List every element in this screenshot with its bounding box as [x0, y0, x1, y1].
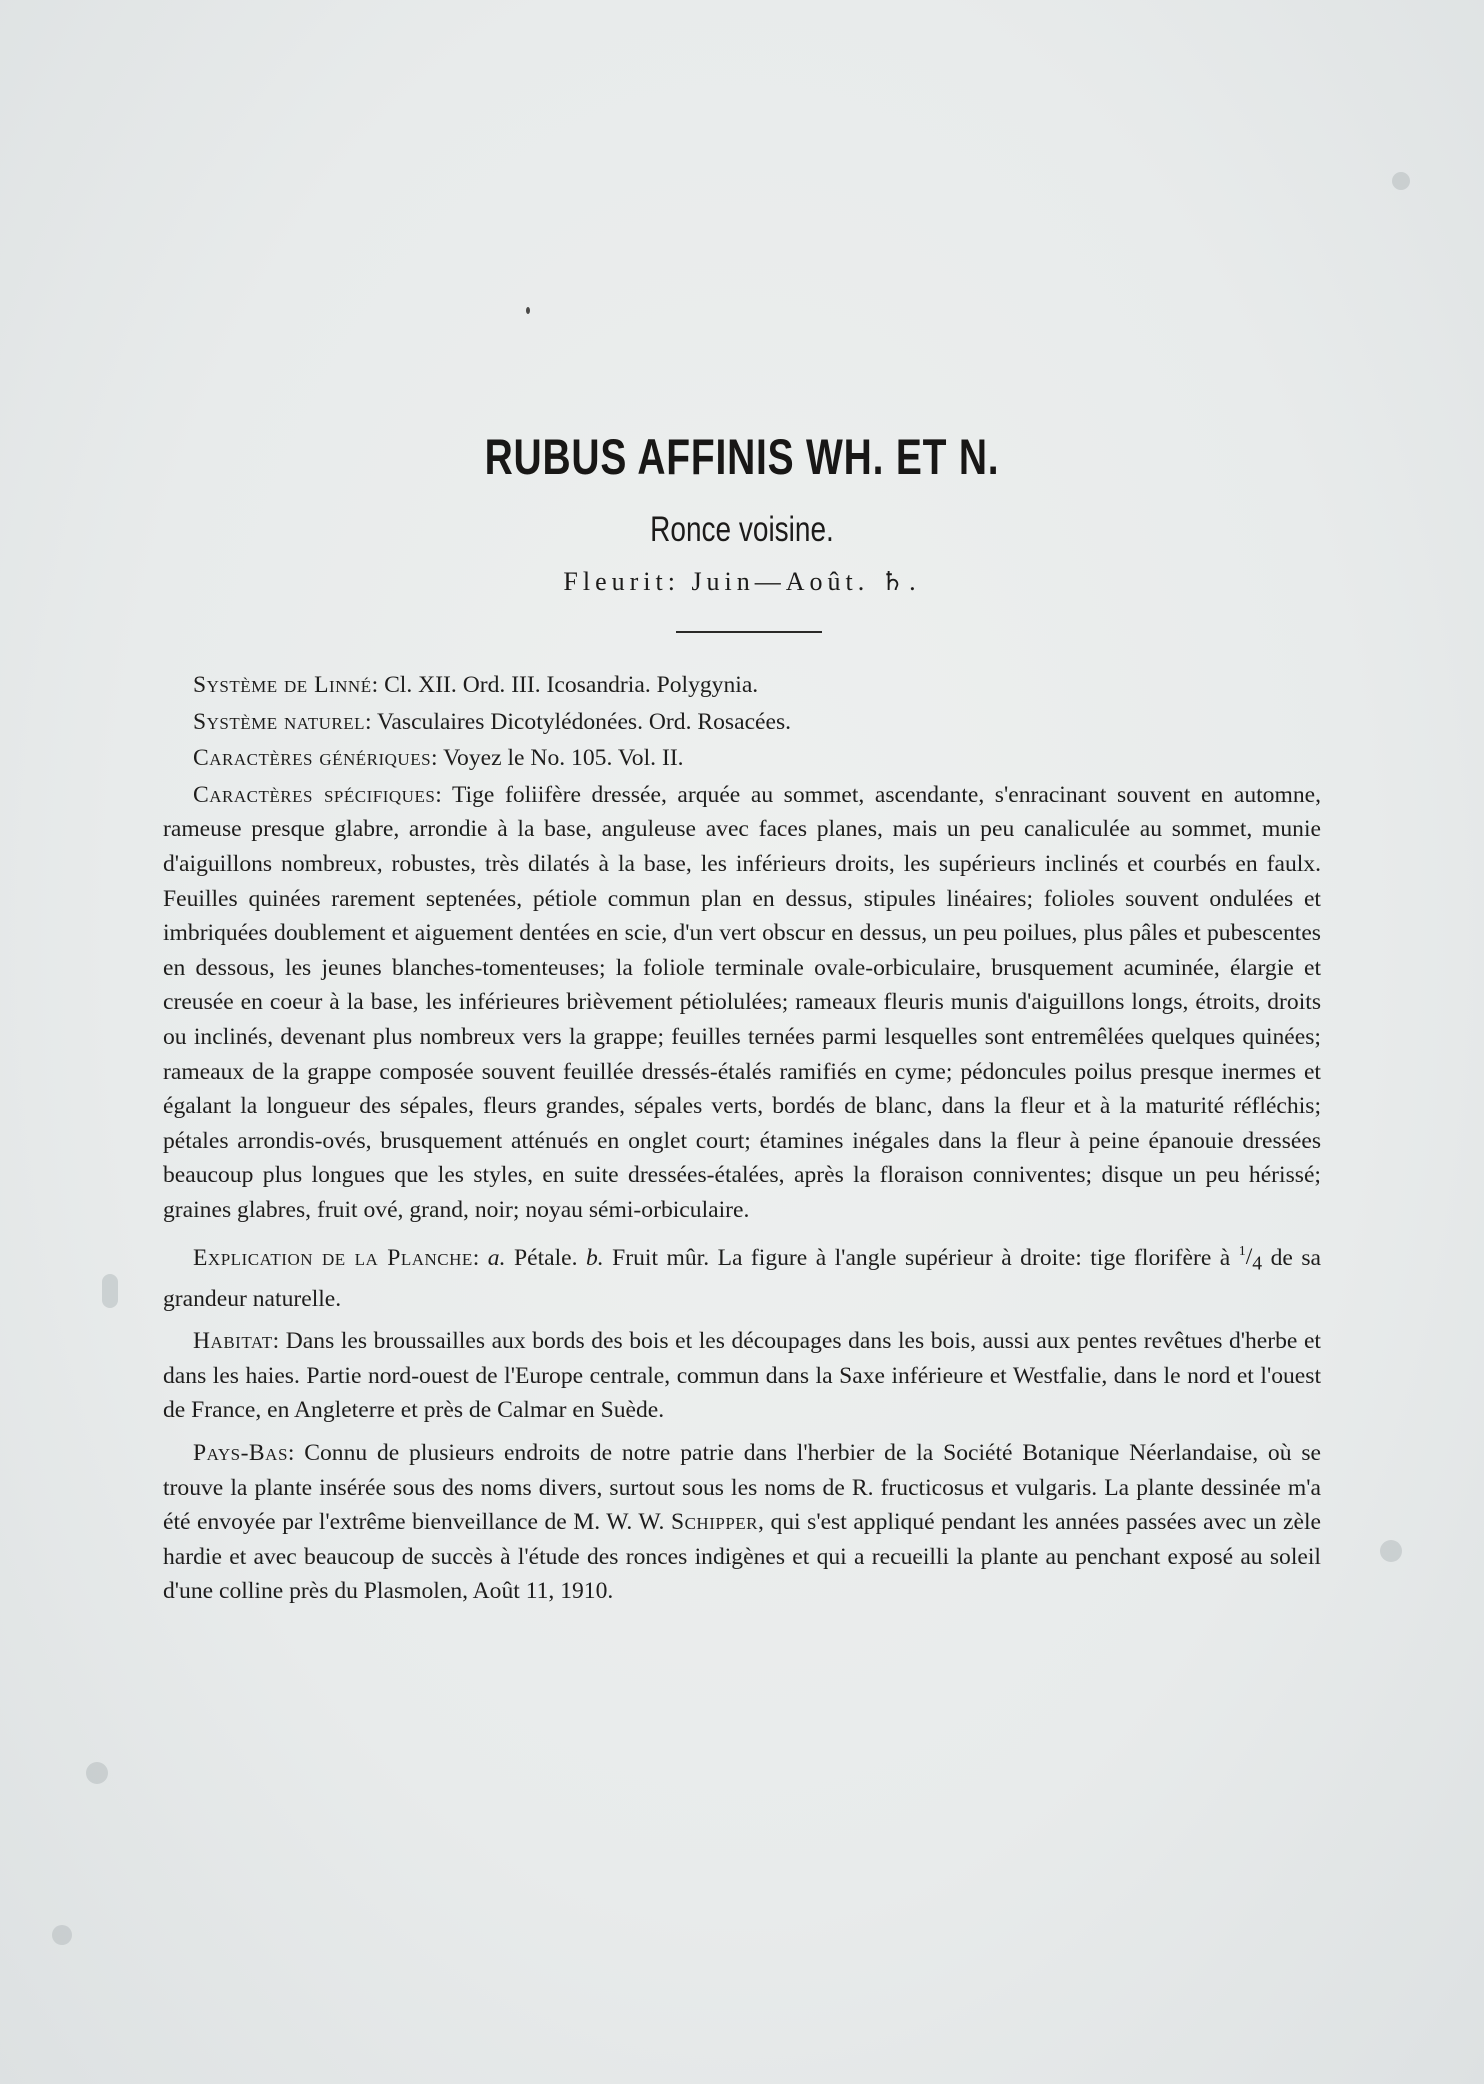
- title-rule: [676, 631, 822, 633]
- description-body: [163, 668, 1321, 1617]
- section-label: Système de Linné: [193, 672, 372, 698]
- section-label: Système naturel: [193, 708, 365, 735]
- scale-fraction: $^1/_4$: [1238, 1244, 1263, 1276]
- section-label: Caractères spécifiques: [193, 781, 436, 808]
- paper-speck: [102, 1274, 118, 1308]
- page-subtitle: Ronce voisine.: [650, 510, 834, 549]
- figure-b-text: Fruit mûr. La figure à l'angle supérieur à droite: tige florifère à: [612, 1244, 1231, 1271]
- section-label: Pays-Bas: [193, 1440, 288, 1467]
- section-text: Connu de plusieurs endroits de notre patrie dans l'herbier de la Société Botanique Néerlandaise, où se trouve la plante insérée sous des noms divers, surtout sous les noms de R. fructicosus et vulgaris. La plante dessinée m'a été envoyée par l'extrême bienveillance de M. W. W.: [163, 1440, 1321, 1536]
- fraction-numerator: 1: [1238, 1244, 1246, 1260]
- figure-letter-a: a.: [487, 1244, 506, 1271]
- netherlands: Pays-Bas: Connu de plusieurs endroits de notre patrie dans l'herbier de la Société Botanique Néerlandaise, où se trouve la plante insérée sous des noms divers, surtout sous les noms de R. fructicosus et vulgaris. La plante dessinée m'a été envoyée par l'extrême bienveillance de M. W. W. Schipper, qui s'est appliqué pendant les années passées avec un zèle hardie et avec beaucoup de succès à l'étude des ronces indigènes et qui a recueilli la plante au penchant exposé au soleil d'une colline près du Plasmolen, Août 11, 1910.: [163, 1440, 1321, 1605]
- figure-a-text: Pétale.: [513, 1244, 578, 1271]
- habitat: Habitat: Dans les broussailles aux bords des bois et les découpages dans les bois, aussi aux pentes revêtues d'herbe et dans les haies. Partie nord-ouest de l'Europe centrale, commun dans la Saxe inférieure et Westfalie, dans le nord et l'ouest de France, en Angleterre et près de Calmar en Suède.: [163, 1328, 1321, 1424]
- section-label: Caractères génériques: [193, 745, 432, 772]
- natural-system: Système naturel: Vasculaires Dicotylédonées. Ord. Rosacées.: [193, 708, 792, 735]
- paper-speck: [1380, 1540, 1402, 1562]
- fraction-denominator: 4: [1252, 1253, 1263, 1276]
- section-text: Voyez le No. 105. Vol. II.: [443, 745, 684, 772]
- linnaean-system: Système de Linné: Cl. XII. Ord. III. Icosandria. Polygynia.: [193, 672, 759, 698]
- page-title: RUBUS AFFINIS WH. ET N.: [484, 429, 1000, 485]
- section-text: , qui s'est appliqué pendant les années passées avec un zèle hardie et avec beaucoup de succès à l'étude des ronces indigènes et qui a recueilli la plante au penchant exposé au soleil d'une colline près du Plasmolen, Août 11, 1910.: [163, 1509, 1321, 1605]
- paper-speck: [1392, 172, 1410, 190]
- section-text: Vasculaires Dicotylédonées. Ord. Rosacées.: [377, 708, 792, 735]
- section-text: Dans les broussailles aux bords des bois et les découpages dans les bois, aussi aux pentes revêtues d'herbe et dans les haies. Partie nord-ouest de l'Europe centrale, commun dans la Saxe inférieure et Westfalie, dans le nord et l'ouest de France, en Angleterre et près de Calmar en Suède.: [163, 1328, 1321, 1424]
- section-label: Habitat: [193, 1328, 273, 1355]
- figure-letter-b: b.: [585, 1244, 604, 1271]
- paper-speck: [52, 1925, 72, 1945]
- specific-characters: Caractères spécifiques: Tige foliifère dressée, arquée au sommet, ascendante, s'enracinant souvent en automne, rameuse presque glabre, arrondie à la base, anguleuse avec faces planes, mais un peu canaliculée au sommet, munie d'aiguillons nombreux, robustes, très dilatés à la base, les inférieurs droits, les supérieurs inclinés et courbés en faulx. Feuilles quinées rarement septenées, pétiole commun plan en dessus, stipules linéaires; folioles souvent ondulées et imbriquées doublement et aiguement dentées en scie, d'un vert obscur en dessus, un peu poilues, plus pâles et pubescentes en dessous, les jeunes blanches-tomenteuses; la foliole terminale ovale-orbiculaire, brusquement acuminée, élargie et creusée en coeur à la base, les inférieures brièvement pétiolulées; rameaux fleuris munis d'aiguillons longs, étroits, droits ou inclinés, devenant plus nombreux vers la grappe; feuilles ternées parmi lesquelles sont entremêlées quelques quinées; rameaux de la grappe composée souvent feuillée dressés-étalés ramifiés en cyme; pédoncules poilus presque inermes et égalant la longueur des sépales, fleurs grandes, sépales verts, bordés de blanc, dans la fleur et à la maturité réfléchis; pétales arrondis-ovés, brusquement atténués en onglet court; étamines inégales dans la fleur à peine épanouie dressées beaucoup plus longues que les styles, en suite dressées-étalées, après la floraison conniventes; disque un peu hérissé; graines glabres, fruit ové, grand, noir; noyau sémi-orbiculaire.: [163, 781, 1321, 1223]
- plate-explanation: Explication de la Planche: a. Pétale. b. Fruit mûr. La figure à l'angle supérieur à droite: tige florifère à $^1/_4$ de sa grandeur naturelle.: [163, 1244, 1321, 1312]
- flowering-period: Fleurit: Juin—Août. ♄.: [563, 567, 921, 596]
- section-text: Tige foliifère dressée, arquée au sommet, ascendante, s'enracinant souvent en automne, rameuse presque glabre, arrondie à la base, anguleuse avec faces planes, mais un peu canaliculée au sommet, munie d'aiguillons nombreux, robustes, très dilatés à la base, les inférieurs droits, les supérieurs inclinés et courbés en faulx. Feuilles quinées rarement septenées, pétiole commun plan en dessus, stipules linéaires; folioles souvent ondulées et imbriquées doublement et aiguement dentées en scie, d'un vert obscur en dessus, un peu poilues, plus pâles et pubescentes en dessous, les jeunes blanches-tomenteuses; la foliole terminale ovale-orbiculaire, brusquement acuminée, élargie et creusée en coeur à la base, les inférieures brièvement pétiolulées; rameaux fleuris munis d'aiguillons longs, étroits, droits ou inclinés, devenant plus nombreux vers la grappe; feuilles ternées parmi lesquelles sont entremêlées quelques quinées; rameaux de la grappe composée souvent feuillée dressés-étalés ramifiés en cyme; pédoncules poilus presque inermes et égalant la longueur des sépales, fleurs grandes, sépales verts, bordés de blanc, dans la fleur et à la maturité réfléchis; pétales arrondis-ovés, brusquement atténués en onglet court; étamines inégales dans la fleur à peine épanouie dressées beaucoup plus longues que les styles, en suite dressées-étalées, après la floraison conniventes; disque un peu hérissé; graines glabres, fruit ové, grand, noir; noyau sémi-orbiculaire.: [163, 781, 1321, 1223]
- paper-speck: [526, 307, 530, 314]
- figure-c-text: de sa grandeur naturelle.: [163, 1244, 1321, 1312]
- paper-speck: [86, 1762, 108, 1784]
- generic-characters: Caractères génériques: Voyez le No. 105. Vol. II.: [193, 745, 684, 772]
- collector-name: Schipper: [670, 1509, 758, 1536]
- section-text: Cl. XII. Ord. III. Icosandria. Polygynia.: [384, 672, 759, 698]
- section-label: Explication de la Planche: [193, 1244, 473, 1271]
